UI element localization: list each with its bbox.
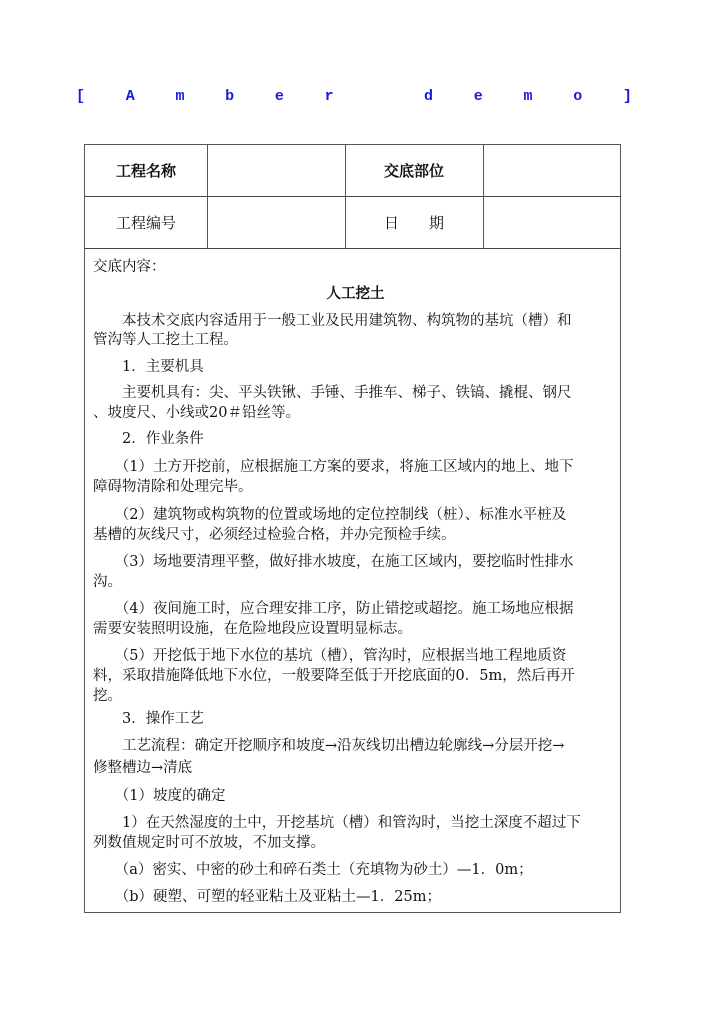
content-line: 1．主要机具 xyxy=(93,359,204,375)
watermark-char: o xyxy=(573,88,583,105)
handover-part-label: 交底部位 xyxy=(383,162,444,180)
content-line: （1）坡度的确定 xyxy=(93,788,226,804)
content-label: 交底内容： xyxy=(93,259,166,275)
content-line: （3）场地要清理平整，做好排水坡度，在施工区域内，要挖临时性排水 xyxy=(93,554,574,570)
content-line: 障碍物清除和处理完毕。 xyxy=(93,479,253,495)
watermark-char: e xyxy=(473,88,483,105)
watermark-char: m xyxy=(175,88,185,105)
content-line: 1）在天然湿度的土中，开挖基坑（槽）和管沟时，当挖土深度不超过下 xyxy=(93,815,581,831)
watermark-char: m xyxy=(523,88,533,105)
content-line: 料，采取措施降低地下水位，一般要降至低于开挖底面的0．5m，然后再开 xyxy=(93,668,575,684)
content-line: （1）土方开挖前，应根据施工方案的要求，将施工区域内的地上、地下 xyxy=(93,459,574,475)
content-line: 沟。 xyxy=(93,574,122,590)
date-label: 日 期 xyxy=(383,214,444,232)
watermark-char: A xyxy=(125,88,135,105)
content-line: 工艺流程：确定开挖顺序和坡度→沿灰线切出槽边轮廓线→分层开挖→ xyxy=(93,738,565,754)
handover-table xyxy=(84,144,621,913)
content-line: （4）夜间施工时，应合理安排工序，防止错挖或超挖。施工场地应根据 xyxy=(93,601,574,617)
watermark xyxy=(76,88,632,105)
content-line: （b）硬塑、可塑的轻亚粘土及亚粘土—1．25m； xyxy=(93,889,441,905)
watermark-char: [ xyxy=(76,88,86,105)
content-line: 挖。 xyxy=(93,688,122,704)
content-line: 列数值规定时可不放坡，不加支撑。 xyxy=(93,835,325,851)
watermark-char: e xyxy=(274,88,284,105)
watermark-char: d xyxy=(424,88,434,105)
content-line: 、坡度尺、小线或20＃铅丝等。 xyxy=(93,405,300,421)
content-line: 本技术交底内容适用于一般工业及民用建筑物、构筑物的基坑（槽）和 xyxy=(93,313,572,329)
project-name-label: 工程名称 xyxy=(115,162,176,180)
content-line: 2．作业条件 xyxy=(93,431,204,447)
content-line: 3．操作工艺 xyxy=(93,711,204,727)
watermark-char: r xyxy=(324,88,334,105)
content-line: （5）开挖低于地下水位的基坑（槽），管沟时，应根据当地工程地质资 xyxy=(93,648,567,664)
content-line: （2）建筑物或构筑物的位置或场地的定位控制线（桩）、标准水平桩及 xyxy=(93,507,567,523)
watermark-char: ] xyxy=(622,88,632,105)
watermark-char: b xyxy=(225,88,235,105)
content-line: 基槽的灰线尺寸，必须经过检验合格，并办完预检手续。 xyxy=(93,527,456,543)
content-line: 主要机具有：尖、平头铁锹、手锤、手推车、梯子、铁镐、撬棍、钢尺 xyxy=(93,385,572,401)
content-title: 人工挖土 xyxy=(326,285,385,302)
watermark-char xyxy=(374,88,383,105)
content-line: 需要安装照明设施，在危险地段应设置明显标志。 xyxy=(93,621,412,637)
content-line: 修整槽边→清底 xyxy=(93,760,193,776)
project-no-label: 工程编号 xyxy=(115,214,176,232)
content-line: （a）密实、中密的砂土和碎石类土（充填物为砂土）—1．0m； xyxy=(93,862,533,878)
content-line: 管沟等人工挖土工程。 xyxy=(93,332,238,348)
